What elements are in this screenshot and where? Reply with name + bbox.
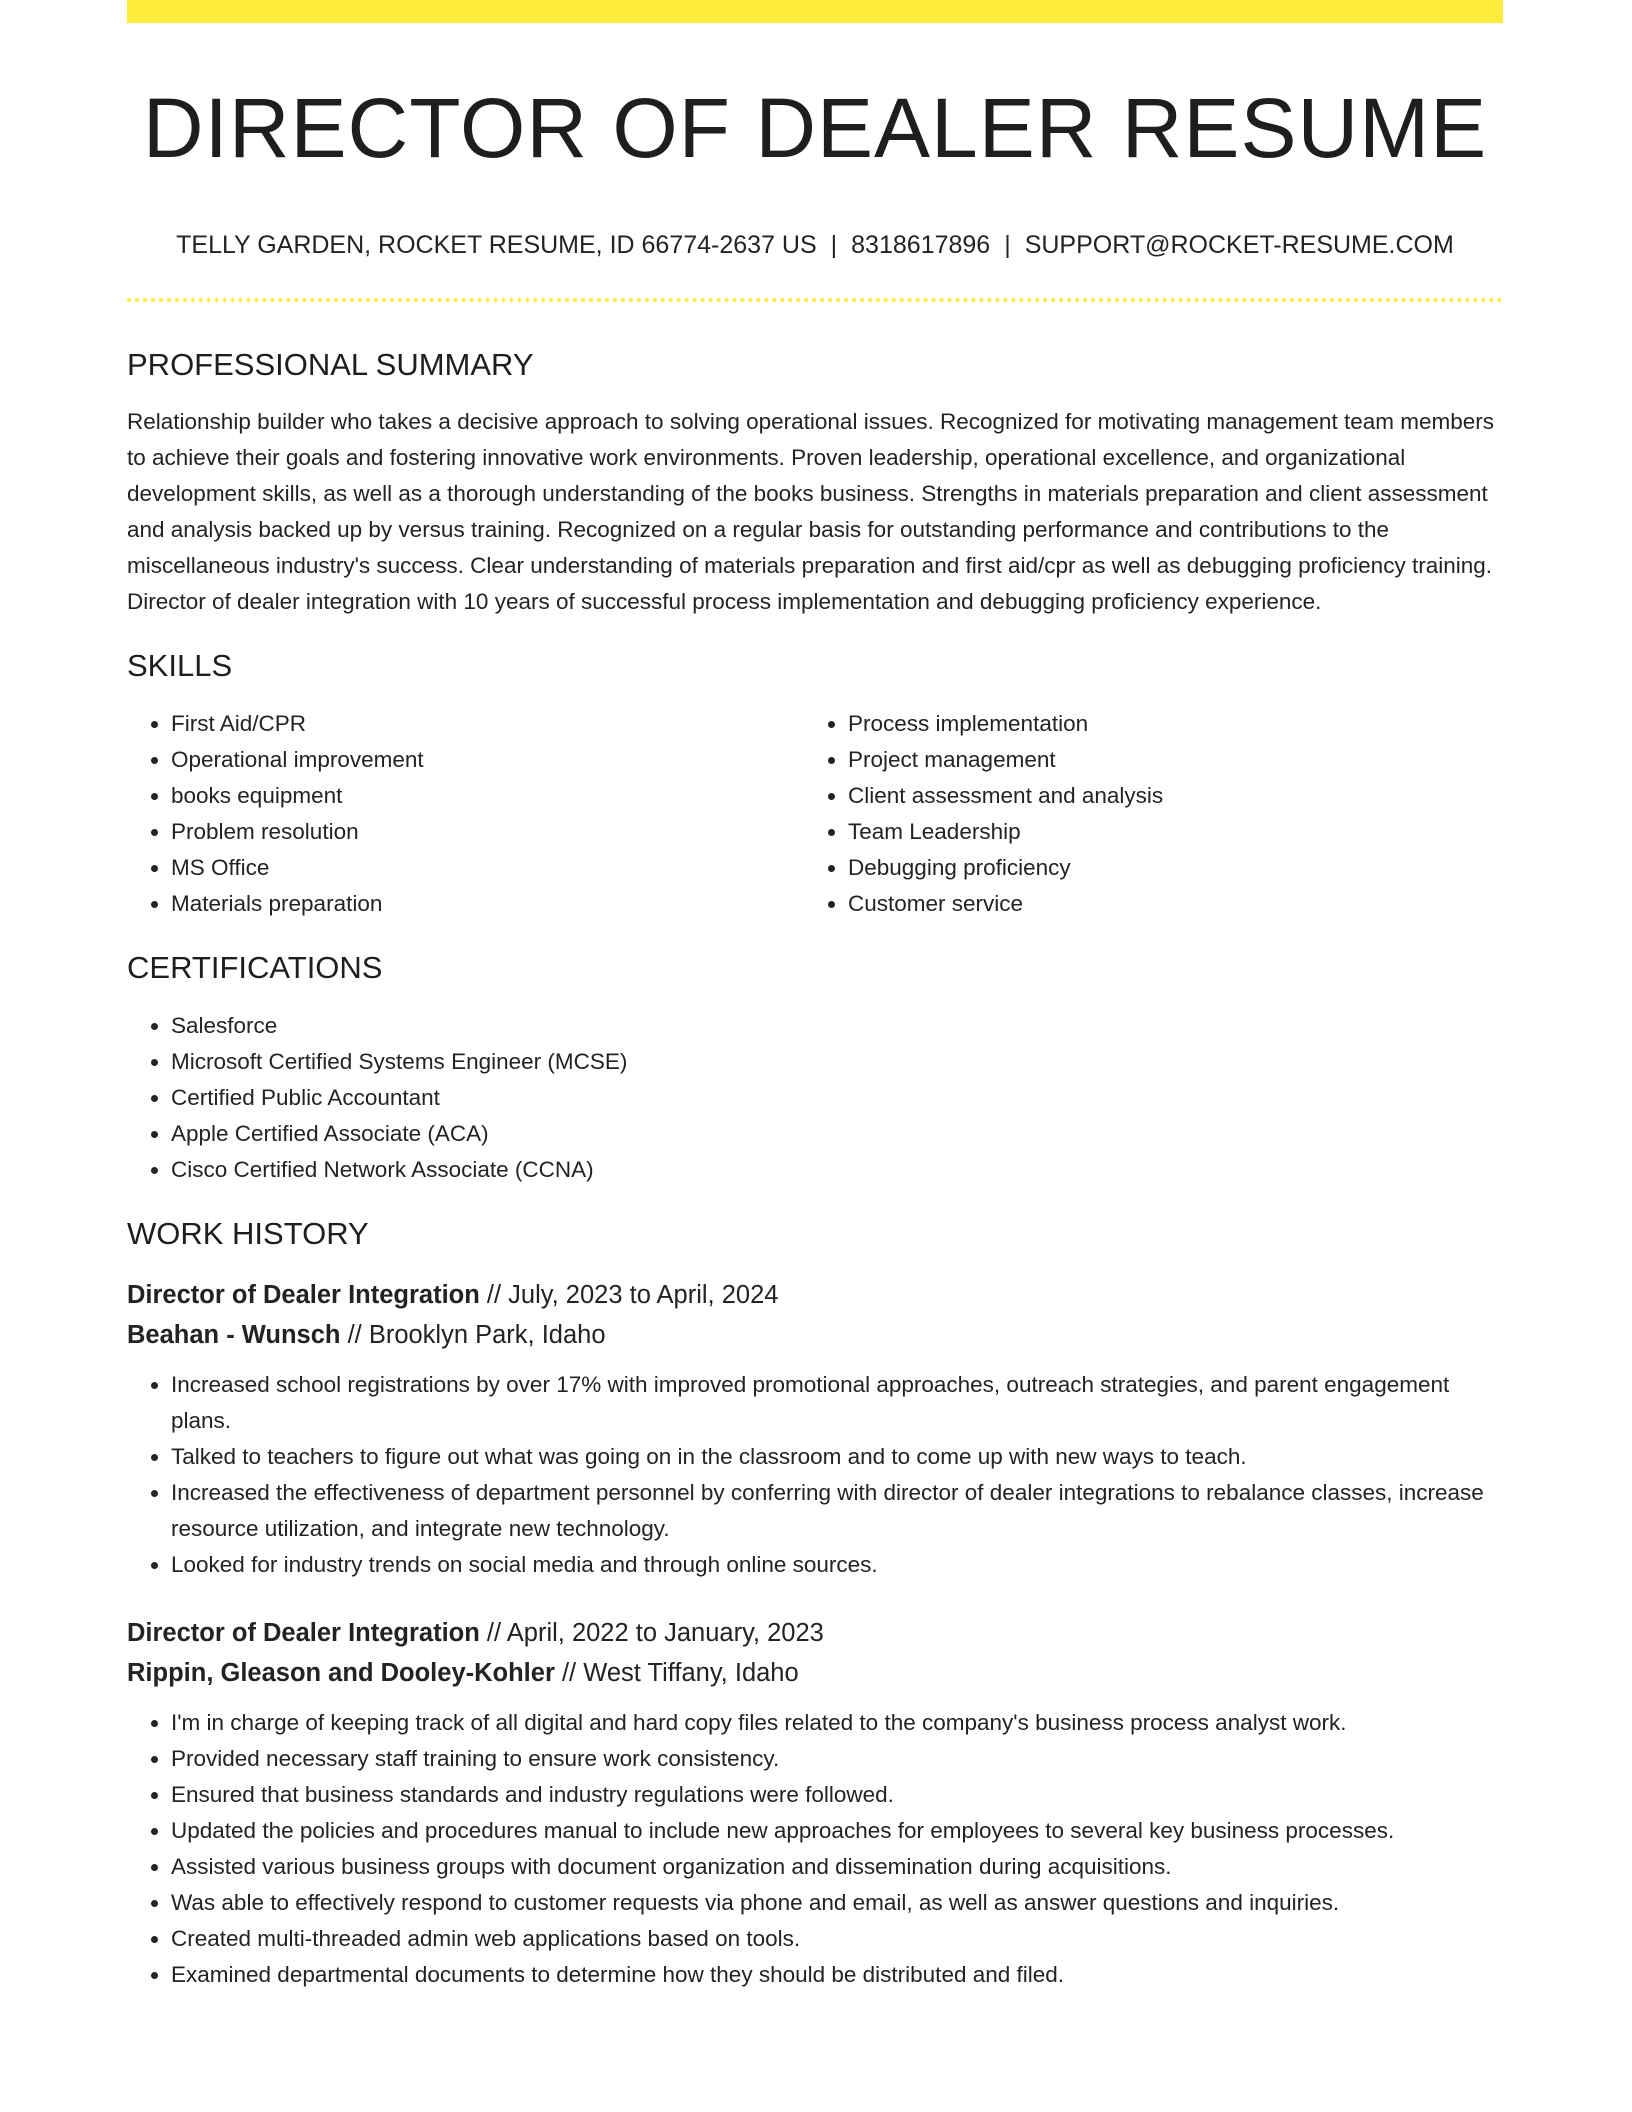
job-duty-item: • Assisted various business groups with document organization and dissemination during acquisitions. xyxy=(171,1849,1503,1885)
summary-heading: PROFESSIONAL SUMMARY xyxy=(127,347,534,382)
job-title: Director of Dealer Integration xyxy=(127,1619,480,1647)
resume-title: DIRECTOR OF DEALER RESUME xyxy=(142,81,1488,175)
contact-phone: 8318617896 xyxy=(851,231,991,259)
job-location: // Brooklyn Park, Idaho xyxy=(340,1321,606,1349)
job-duty-item: • Examined departmental documents to determine how they should be distributed and filed. xyxy=(171,1957,1503,1993)
job-company-line xyxy=(127,1655,1503,1691)
job-entry xyxy=(127,1615,1503,1993)
job-duty-item: • Was able to effectively respond to customer requests via phone and email, as well as answer questions and inquiries. xyxy=(171,1885,1503,1921)
job-duty-item: • I'm in charge of keeping track of all digital and hard copy files related to the company's business process analyst work. xyxy=(171,1705,1503,1741)
skills-list-left xyxy=(127,706,804,922)
contact-separator: | xyxy=(830,231,838,259)
job-duty-item: • Increased school registrations by over 17% with improved promotional approaches, outreach strategies, and parent engagement plans. xyxy=(171,1367,1503,1439)
work-history-heading: WORK HISTORY xyxy=(127,1216,369,1251)
contact-line xyxy=(127,230,1503,260)
skills-grid xyxy=(127,706,1503,922)
job-duty-item: • Looked for industry trends on social media and through online sources. xyxy=(171,1547,1503,1583)
summary-text: Relationship builder who takes a decisive approach to solving operational issues. Recognized for motivating management team members to achieve their goals and fostering innovative work environments. Proven leadership, operational excellence, and organizational development skills, as well as a thorough understanding of the books business. Strengths in materials preparation and client assessment and analysis backed up by versus training. Recognized on a regular basis for outstanding performance and contributions to the miscellaneous industry's success. Clear understanding of materials preparation and first aid/cpr as well as debugging proficiency training. Director of dealer integration with 10 years of successful process implementation and debugging proficiency experience. xyxy=(127,409,1494,614)
skill-item: • Process implementation xyxy=(848,706,1503,742)
skill-item: • Customer service xyxy=(848,886,1503,922)
skill-item: • Problem resolution xyxy=(171,814,804,850)
job-company: Beahan - Wunsch xyxy=(127,1321,341,1349)
certifications-list xyxy=(127,1008,1503,1188)
job-duty-item: • Updated the policies and procedures manual to include new approaches for employees to several key business processes. xyxy=(171,1813,1503,1849)
skill-item: • books equipment xyxy=(171,778,804,814)
job-duty-item: • Created multi-threaded admin web applications based on tools. xyxy=(171,1921,1503,1957)
skill-item: • Operational improvement xyxy=(171,742,804,778)
resume-page xyxy=(127,0,1503,1993)
job-duty-item: • Talked to teachers to figure out what was going on in the classroom and to come up with new ways to teach. xyxy=(171,1439,1503,1475)
job-duties-list xyxy=(127,1367,1503,1583)
job-duty-item: • Increased the effectiveness of department personnel by conferring with director of dealer integrations to rebalance classes, increase resource utilization, and integrate new technology. xyxy=(171,1475,1503,1547)
dotted-divider xyxy=(127,298,1503,302)
job-company: Rippin, Gleason and Dooley-Kohler xyxy=(127,1659,555,1687)
skill-item: • Client assessment and analysis xyxy=(848,778,1503,814)
contact-separator: | xyxy=(1004,231,1011,259)
certification-item: • Cisco Certified Network Associate (CCNA) xyxy=(171,1152,1503,1188)
certification-item: • Apple Certified Associate (ACA) xyxy=(171,1116,1503,1152)
certification-item: • Certified Public Accountant xyxy=(171,1080,1503,1116)
skill-item: • MS Office xyxy=(171,850,804,886)
skill-item: • Materials preparation xyxy=(171,886,804,922)
job-duties-list xyxy=(127,1705,1503,1993)
contact-address: TELLY GARDEN, ROCKET RESUME, ID 66774-2637 US xyxy=(176,231,817,259)
skill-item: • First Aid/CPR xyxy=(171,706,804,742)
job-company-line xyxy=(127,1317,1503,1353)
skill-item: • Project management xyxy=(848,742,1503,778)
job-entry xyxy=(127,1277,1503,1583)
job-location: // West Tiffany, Idaho xyxy=(554,1659,799,1687)
skills-heading: SKILLS xyxy=(127,648,233,683)
job-title-line xyxy=(127,1615,1503,1651)
skill-item: • Debugging proficiency xyxy=(848,850,1503,886)
job-dates: // April, 2022 to January, 2023 xyxy=(479,1619,824,1647)
job-duty-item: • Provided necessary staff training to ensure work consistency. xyxy=(171,1741,1503,1777)
job-duty-item: • Ensured that business standards and industry regulations were followed. xyxy=(171,1777,1503,1813)
skills-column-right xyxy=(804,706,1503,922)
skills-list-right xyxy=(804,706,1503,922)
job-dates: // July, 2023 to April, 2024 xyxy=(479,1281,779,1309)
skill-item: • Team Leadership xyxy=(848,814,1503,850)
job-title-line xyxy=(127,1277,1503,1313)
job-title: Director of Dealer Integration xyxy=(127,1281,480,1309)
contact-email: SUPPORT@ROCKET-RESUME.COM xyxy=(1024,231,1454,259)
certifications-heading: CERTIFICATIONS xyxy=(127,950,383,985)
certification-item: • Microsoft Certified Systems Engineer (MCSE) xyxy=(171,1044,1503,1080)
certification-item: • Salesforce xyxy=(171,1008,1503,1044)
skills-column-left xyxy=(127,706,804,922)
accent-top-bar xyxy=(127,0,1503,23)
